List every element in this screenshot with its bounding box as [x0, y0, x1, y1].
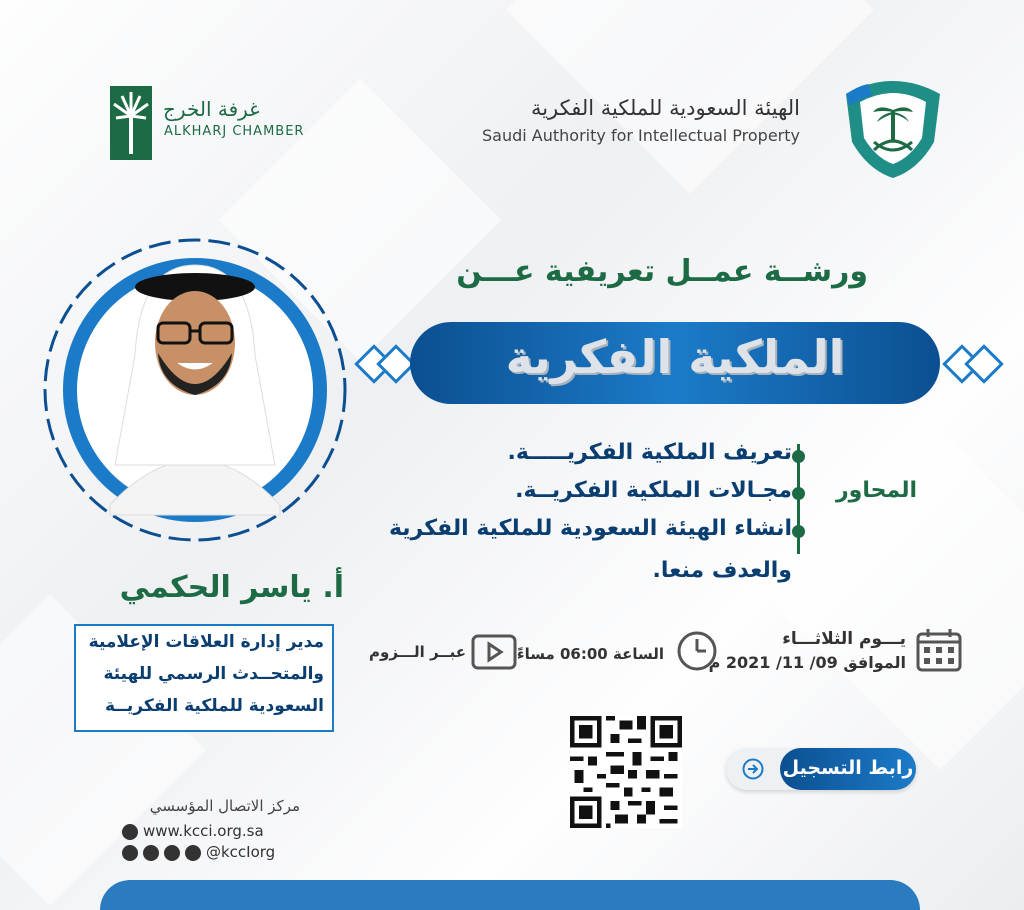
workshop-subtitle: ورشــة عمــل تعريفية عـــن — [456, 254, 868, 289]
chamber-palm-logo-icon — [110, 86, 152, 160]
saip-name-english: Saudi Authority for Intellectual Property — [482, 126, 800, 145]
calendar-icon — [916, 628, 962, 672]
axis-bullet — [792, 487, 805, 500]
event-date: الموافق 09/ 11/ 2021 م — [708, 653, 906, 672]
instagram-icon[interactable] — [164, 845, 180, 861]
communication-center-name: مركز الاتصال المؤسسي — [149, 797, 300, 815]
speaker-role-line: السعودية للملكية الفكريــة — [104, 696, 324, 716]
chamber-name-arabic: غرفة الخرج — [163, 97, 260, 121]
website-row[interactable] — [122, 822, 264, 840]
social-row — [122, 843, 275, 861]
axis-item: تعريف الملكية الفكريـــــة. — [507, 440, 792, 465]
clock-icon — [676, 630, 718, 672]
play-icon — [471, 634, 517, 670]
register-label[interactable]: رابط التسجيل — [782, 757, 914, 779]
event-day: يـــوم الثلاثـــاء — [782, 629, 906, 649]
bottom-band — [100, 880, 920, 910]
saip-name-arabic: الهيئة السعودية للملكية الفكرية — [530, 96, 800, 120]
arrow-right-circle-icon[interactable] — [742, 758, 764, 780]
speaker-role-box — [74, 624, 334, 732]
speaker-role-line: والمتحــدث الرسمي للهيئة — [103, 664, 324, 684]
speaker-role-line: مدير إدارة العلاقات الإعلامية — [88, 632, 324, 652]
saip-emblem-icon — [838, 72, 948, 182]
axis-bullet — [792, 450, 805, 463]
workshop-title: الملكية الفكرية — [505, 330, 845, 384]
chamber-name-english: ALKHARJ CHAMBER — [164, 124, 305, 139]
axis-bullet — [792, 525, 805, 538]
globe-icon — [122, 824, 138, 840]
social-handle: @kccIorg — [206, 843, 276, 861]
facebook-icon[interactable] — [185, 845, 201, 861]
speaker-portrait — [40, 235, 350, 545]
website-link[interactable]: www.kcci.org.sa — [143, 822, 264, 840]
speaker-name: أ. ياسر الحكمي — [119, 570, 344, 605]
event-time: الساعة 06:00 مساءً — [516, 645, 664, 663]
snapchat-icon[interactable] — [122, 845, 138, 861]
decor-diamond — [964, 344, 1004, 384]
axes-label: المحاور — [836, 478, 918, 503]
axis-item: والعدف منعا. — [652, 558, 792, 583]
event-platform: عبــر الـــزوم — [369, 643, 466, 661]
axis-item: انشاء الهيئة السعودية للملكية الفكرية — [388, 516, 792, 541]
twitter-icon[interactable] — [143, 845, 159, 861]
qr-code[interactable] — [570, 716, 682, 828]
axis-item: مجـالات الملكية الفكريــة. — [515, 478, 792, 503]
